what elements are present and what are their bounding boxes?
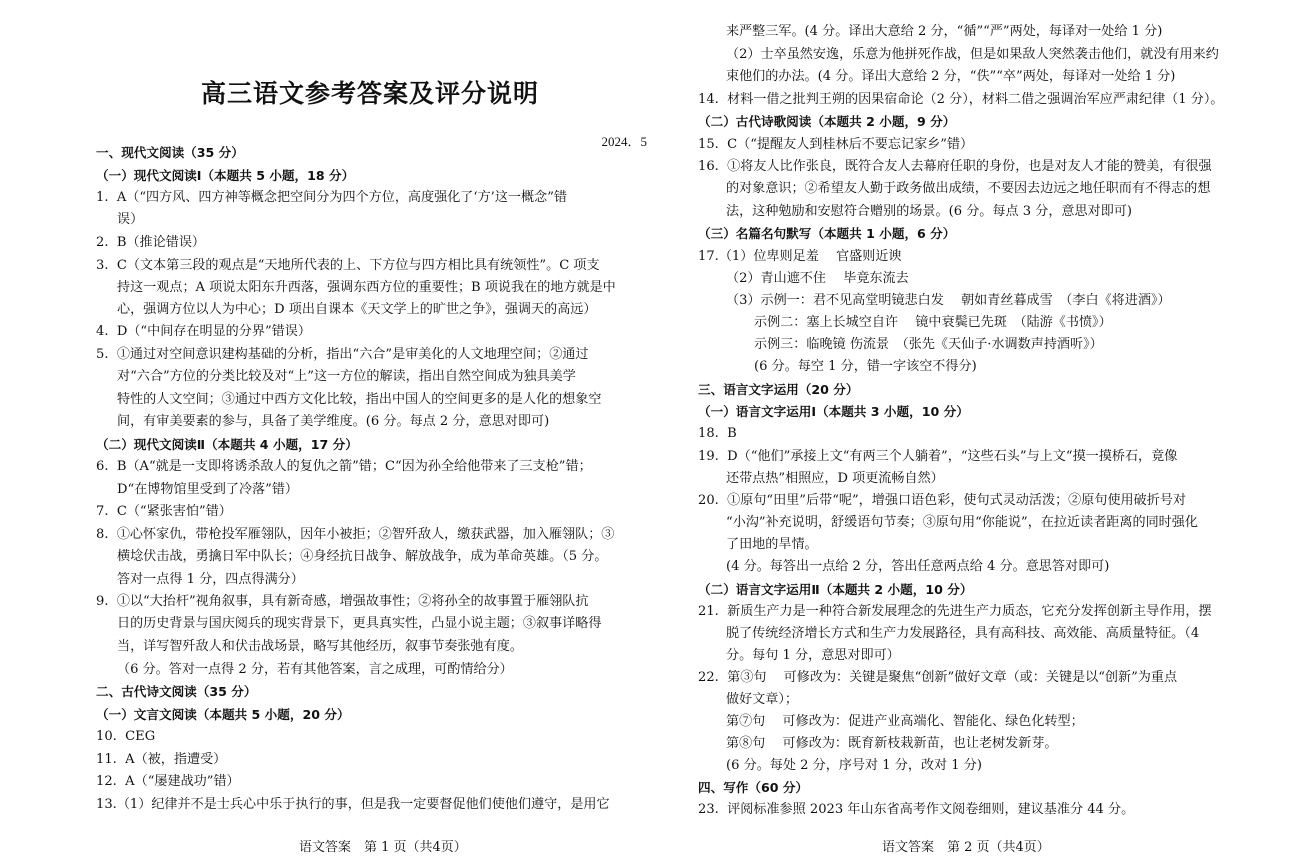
answer-line: 对“六合”方位的分类比较及对“上”这一方位的解读，指出自然空间成为独具美学 — [117, 369, 576, 384]
answer-line: 了田地的旱情。 — [726, 537, 818, 552]
answer-line: 18. B — [698, 426, 737, 441]
answer-line: （2）青山遮不住 毕竟东流去 — [726, 271, 909, 286]
answer-line: “小沟”补充说明，舒缓语句节奏；③原句用“你能说”，在拉近读者距离的同时强化 — [726, 515, 1198, 530]
answer-line: 7. C（“紧张害怕”错） — [96, 504, 232, 519]
answer-line: 5. ①通过对空间意识建构基础的分析，指出“六合”是审美化的人文地理空间；②通过 — [96, 347, 589, 362]
section-heading: 二、古代诗文阅读（35 分） — [96, 684, 257, 699]
answer-line: （3）示例一：君不见高堂明镜悲白发 朝如青丝暮成雪 （李白《将进酒》） — [726, 293, 1171, 308]
section-heading: （一）语言文字运用Ⅰ（本题共 3 小题，10 分） — [698, 404, 969, 419]
answer-line: 14. 材料一借之批判王朔的因果宿命论（2 分），材料二借之强调治军应严肃纪律（1 分）。 — [698, 92, 1224, 107]
answer-line: 做好文章）； — [726, 692, 799, 707]
answer-line: 持这一观点；A 项说太阳东升西落，强调东西方位的重要性；B 项说我在的地方就是中 — [117, 280, 616, 295]
answer-line: 22. 第③句 可修改为：关键是聚焦“创新”做好文章（或：关键是以“创新”为重点 — [698, 670, 1178, 685]
section-heading: （二）古代诗歌阅读（本题共 2 小题，9 分） — [698, 114, 956, 129]
footer-left: 语文答案 第 1 页（共4页） — [299, 840, 467, 855]
date-line: 2024．5 — [601, 134, 647, 149]
section-heading: 四、写作（60 分） — [698, 780, 809, 795]
answer-line: 2. B（推论错误） — [96, 235, 206, 250]
section-heading: （二）现代文阅读Ⅱ（本题共 4 小题，17 分） — [96, 437, 358, 452]
answer-line: 心，强调方位以人为中心；D 项出自课本《天文学上的旷世之争》，强调天的高远） — [117, 302, 597, 317]
answer-line: (4 分。每答出一点给 2 分，答出任意两点给 4 分。意思答对即可) — [726, 559, 1110, 574]
answer-line: 16. ①将友人比作张良，既符合友人去幕府任职的身份，也是对友人才能的赞美，有很强 — [698, 159, 1212, 174]
answer-line: 19. D（“他们”承接上文“有两三个人躺着”，“这些石头”与上文“摸一摸桥石，竟像 — [698, 449, 1178, 464]
answer-line: 间，有审美要素的参与，具备了美学维度。(6 分。每点 2 分，意思对即可) — [117, 414, 550, 429]
answer-line: 横埝伏击战，勇擒日军中队长；④身经抗日战争、解放战争，成为革命英雄。（5 分。 — [117, 549, 608, 564]
section-heading: （一）现代文阅读Ⅰ（本题共 5 小题，18 分） — [96, 168, 355, 183]
answer-line: 10. CEG — [96, 729, 156, 744]
answer-line: 13.（1）纪律并不是士兵心中乐于执行的事，但是我一定要督促他们使他们遵守，是用它 — [96, 797, 610, 812]
answer-line: 6. B（A“就是一支即将诱杀敌人的复仇之箭”错；C“因为孙全给他带来了三支枪”错； — [96, 459, 592, 474]
section-heading: 一、现代文阅读（35 分） — [96, 145, 244, 160]
section-heading: 三、语言文字运用（20 分） — [698, 382, 859, 397]
answer-line: 15. C（“提醒友人到桂林后不要忘记家乡”错） — [698, 137, 974, 152]
right-page — [690, 0, 1293, 865]
answer-line: 4. D（“中间存在明显的分界”错误） — [96, 324, 311, 339]
answer-line: 9. ①以“大抬杆”视角叙事，具有新奇感，增强故事性；②将孙全的故事置于雁翎队抗 — [96, 594, 589, 609]
answer-line: 答对一点得 1 分，四点得满分） — [117, 572, 304, 587]
answer-line: 8. ①心怀家仇，带枪投军雁翎队，因年小被拒；②智歼敌人，缴获武器，加入雁翎队；③ — [96, 527, 615, 542]
answer-line: 17.（1）位卑则足羞 官盛则近谀 — [698, 249, 902, 264]
answer-line: 束他们的办法。(4 分。译出大意给 2 分，“佚”“卒”两处，每译对一处给 1 分) — [726, 69, 1176, 84]
answer-line: 20. ①原句“田里”后带“呢”，增强口语色彩，使句式灵动活泼；②原句使用破折号对 — [698, 493, 1187, 508]
section-heading: （一）文言文阅读（本题共 5 小题，20 分） — [96, 707, 350, 722]
answer-line: 11. A（被，指遭受） — [96, 752, 227, 767]
answer-line: 误） — [117, 212, 144, 227]
answer-line: 还带点热”相照应，D 项更流畅自然） — [726, 471, 944, 486]
answer-line: D“在博物馆里受到了冷落”错） — [117, 482, 299, 497]
answer-line: 当，详写智歼敌人和伏击战场景，略写其他经历，叙事节奏张弛有度。 — [117, 639, 523, 654]
answer-line: (6 分。每空 1 分，错一字该空不得分) — [754, 359, 977, 374]
answer-line: 示例三：临晚镜 伤流景 （张先《天仙子·水调数声持酒听》） — [754, 337, 1103, 352]
answer-line: （6 分。答对一点得 2 分，若有其他答案，言之成理，可酌情给分） — [117, 662, 513, 677]
answer-line: 示例二：塞上长城空自许 镜中衰鬓已先斑 （陆游《书愤》） — [754, 315, 1112, 330]
page-title: 高三语文参考答案及评分说明 — [200, 79, 539, 108]
answer-line: （2）士卒虽然安逸，乐意为他拼死作战，但是如果敌人突然袭击他们，就没有用来约 — [726, 47, 1219, 62]
answer-line: 日的历史背景与国庆阅兵的现实背景下，更具真实性，凸显小说主题；③叙事详略得 — [117, 616, 602, 631]
answer-line: 第⑦句 可修改为：促进产业高端化、智能化、绿色化转型； — [726, 714, 1084, 729]
answer-line: (6 分。每处 2 分，序号对 1 分，改对 1 分) — [726, 758, 982, 773]
answer-line: 21. 新质生产力是一种符合新发展理念的先进生产力质态，它充分发挥创新主导作用，摆 — [698, 604, 1212, 619]
answer-line: 脱了传统经济增长方式和生产力发展路径，具有高科技、高效能、高质量特征。（4 — [726, 626, 1200, 641]
answer-line: 1. A（“四方风、四方神等概念把空间分为四个方位，高度强化了‘方’这一概念”错 — [96, 190, 567, 205]
answer-line: 特性的人文空间；③通过中西方文化比较，指出中国人的空间更多的是人化的想象空 — [117, 392, 602, 407]
answer-line: 分。每句 1 分，意思对即可） — [726, 648, 900, 663]
answer-line: 12. A（“屡建战功”错） — [96, 774, 240, 789]
answer-line: 第⑧句 可修改为：既育新枝栽新苗，也让老树发新芽。 — [726, 736, 1058, 751]
answer-line: 23. 评阅标准参照 2023 年山东省高考作文阅卷细则，建议基准分 44 分。 — [698, 802, 1135, 817]
answer-line: 的对象意识；②希望友人勤于政务做出成绩，不要因去边远之地任职而有不得志的想 — [726, 181, 1211, 196]
answer-line: 3. C（文本第三段的观点是“天地所代表的上、下方位与四方相比具有统领性”。C 项支 — [96, 258, 600, 273]
answer-line: 来严整三军。(4 分。译出大意给 2 分，“循”“严”两处，每译对一处给 1 分) — [726, 24, 1163, 39]
section-heading: （二）语言文字运用Ⅱ（本题共 2 小题，10 分） — [698, 582, 973, 597]
footer-right: 语文答案 第 2 页（共4页） — [882, 840, 1050, 855]
answer-line: 法，这种勉励和安慰符合赠别的场景。(6 分。每点 3 分，意思对即可) — [726, 204, 1132, 219]
section-heading: （三）名篇名句默写（本题共 1 小题，6 分） — [698, 226, 956, 241]
